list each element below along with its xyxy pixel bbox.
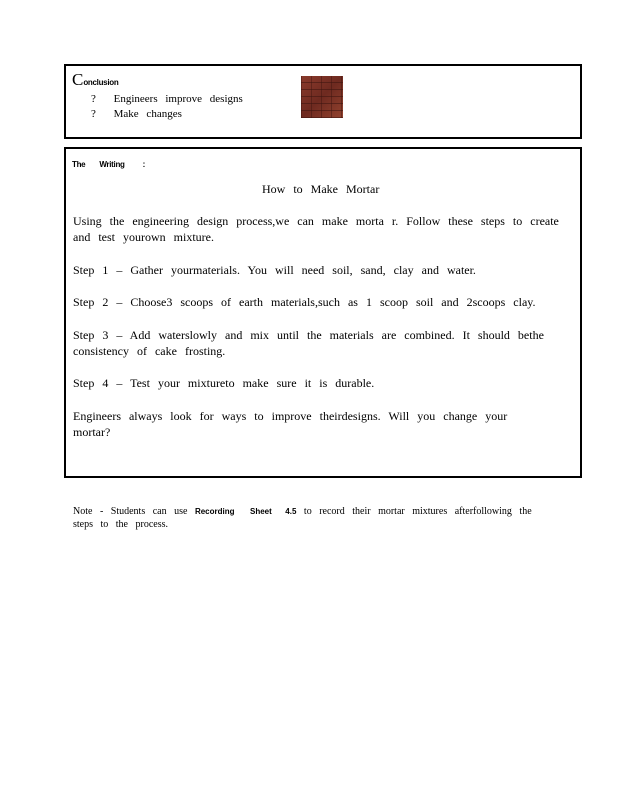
note-sheet: Sheet xyxy=(250,507,272,516)
step-4: Step 4 – Test your mixtureto make sure it is durable. xyxy=(73,376,375,390)
writing-label-the: The xyxy=(72,160,86,169)
note-recording: Recording xyxy=(194,507,235,516)
note-number: 4.5 xyxy=(285,507,297,516)
brick-image xyxy=(301,76,343,118)
writing-closing: Engineers always look for ways to improve theirdesigns. Will you change your mortar? xyxy=(73,409,508,439)
writing-label-writing: Writing xyxy=(99,160,125,169)
conclusion-heading-rest: onclusion xyxy=(83,78,119,87)
note-part-2: to record their mortar mixtures afterfollowing the steps to the process. xyxy=(73,506,532,530)
writing-title: How to Make Mortar xyxy=(262,182,380,196)
step-2: Step 2 – Choose3 scoops of earth materials,such as 1 scoop soil and 2scoops clay. xyxy=(73,295,536,309)
step-3: Step 3 – Add waterslowly and mix until the materials are combined. It should bethe consistency of cake frosting. xyxy=(73,328,544,358)
note-text xyxy=(73,505,543,531)
writing-label xyxy=(72,154,145,172)
writing-label-colon: : xyxy=(142,160,146,169)
conclusion-heading-cap: C xyxy=(72,70,84,89)
conclusion-heading xyxy=(72,70,118,90)
note-part-1: Note - Students can use xyxy=(73,506,188,517)
bullet-marker: ? xyxy=(91,108,96,120)
bullet-marker: ? xyxy=(91,93,96,105)
conclusion-bullet-2 xyxy=(91,108,182,120)
step-1: Step 1 – Gather yourmaterials. You will need soil, sand, clay and water. xyxy=(73,263,476,277)
bullet-text: Engineers improve designs xyxy=(113,93,243,105)
writing-intro: Using the engineering design process,we can make morta r. Follow these steps to create and test yourown mixture. xyxy=(73,214,559,244)
conclusion-bullet-1 xyxy=(91,93,243,105)
bullet-text: Make changes xyxy=(113,108,182,120)
